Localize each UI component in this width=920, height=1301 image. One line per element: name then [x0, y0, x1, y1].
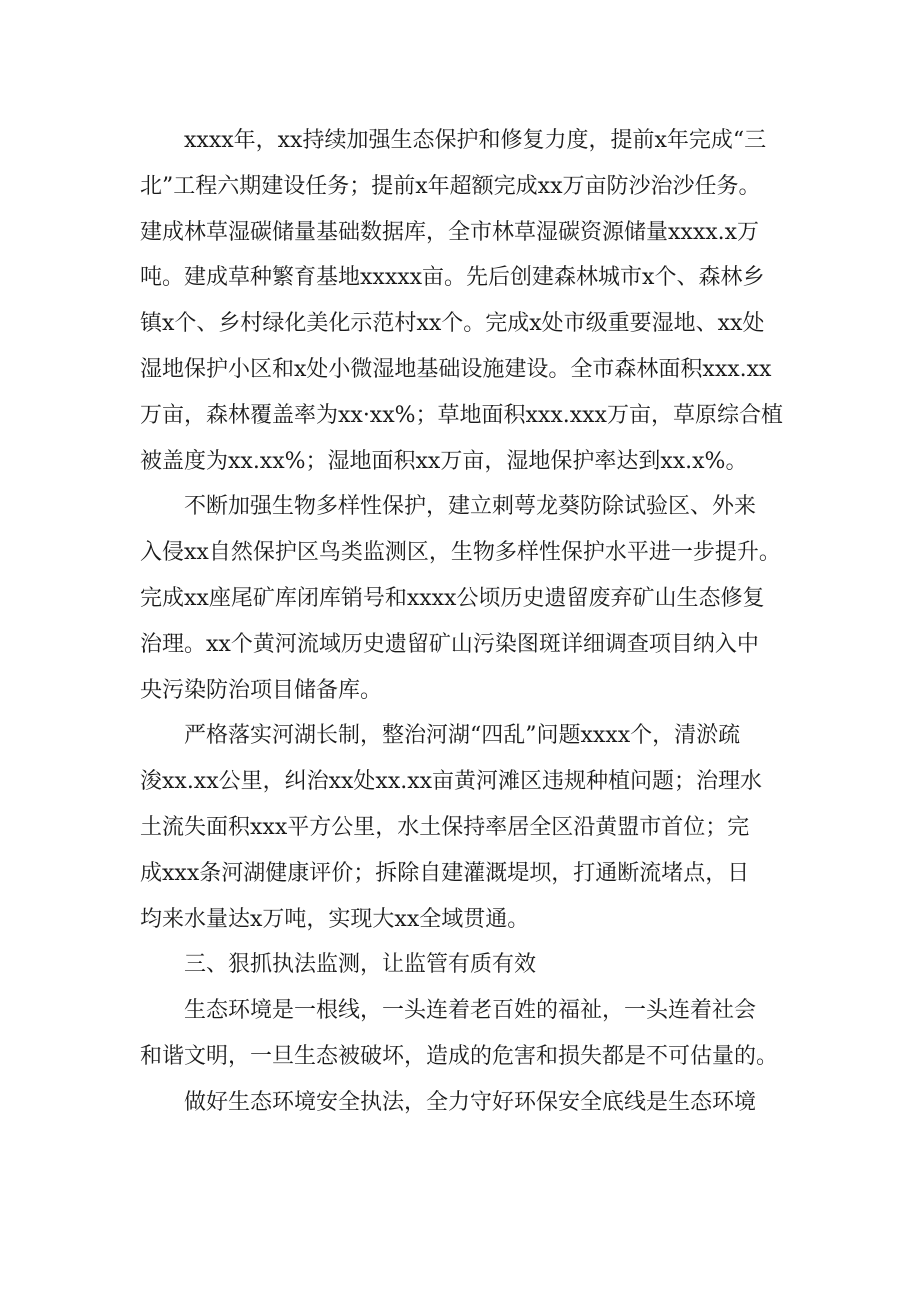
- paragraph-ecological-environment: 生态环境是一根线，一头连着老百姓的福祉，一头连着社会 和谐文明，一旦生态被破坏，造成的危害和损失都是不可估量的。: [140, 998, 779, 1069]
- paragraph-river-lake-chief: 严格落实河湖长制，整治河湖“四乱”问题xxxx个，清淤疏 浚xx.xx公里，纠治xx处xx.xx亩黄河滩区违规种植问题；治理水 土流失面积xxx平方公里，水土保持率居全区沿黄盟市首位；完 成xxx条河湖健康评价；拆除自建灌溉堤坝，打通断流堵点，日 均来水量达x万吨，实现大xx全域贯通。: [140, 723, 763, 932]
- paragraph-safety-enforcement: 做好生态环境安全执法，全力守好环保安全底线是生态环境: [184, 1089, 757, 1115]
- document-body: [140, 118, 786, 1126]
- section-heading-enforcement: 三、狠抓执法监测，让监管有质有效: [184, 952, 537, 978]
- paragraph-ecological-restoration: xxxx年，xx持续加强生态保护和修复力度，提前x年完成“三 北”工程六期建设任务；提前x年超额完成xx万亩防沙治沙任务。 建成林草湿碳储量基础数据库，全市林草湿碳资源储量xxxx.x万 吨。建成草种繁育基地xxxxx亩。先后创建森林城市x个、森林乡 镇x个、乡村绿化美化示范村xx个。完成x处市级重要湿地、xx处 湿地保护小区和x处小微湿地基础设施建设。全市森林面积xxx.xx 万亩，森林覆盖率为xx·xx%；草地面积xxx.xxx万亩，草原综合植 被盖度为xx.xx%；湿地面积xx万亩，湿地保护率达到xx.x%。: [140, 128, 783, 474]
- paragraph-biodiversity: 不断加强生物多样性保护，建立刺萼龙葵防除试验区、外来 入侵xx自然保护区鸟类监测区，生物多样性保护水平进一步提升。 完成xx座尾矿库闭库销号和xxxx公顷历史遗留废弃矿山生态修复 治理。xx个黄河流域历史遗留矿山污染图斑详细调查项目纳入中 央污染防治项目储备库。: [140, 494, 781, 703]
